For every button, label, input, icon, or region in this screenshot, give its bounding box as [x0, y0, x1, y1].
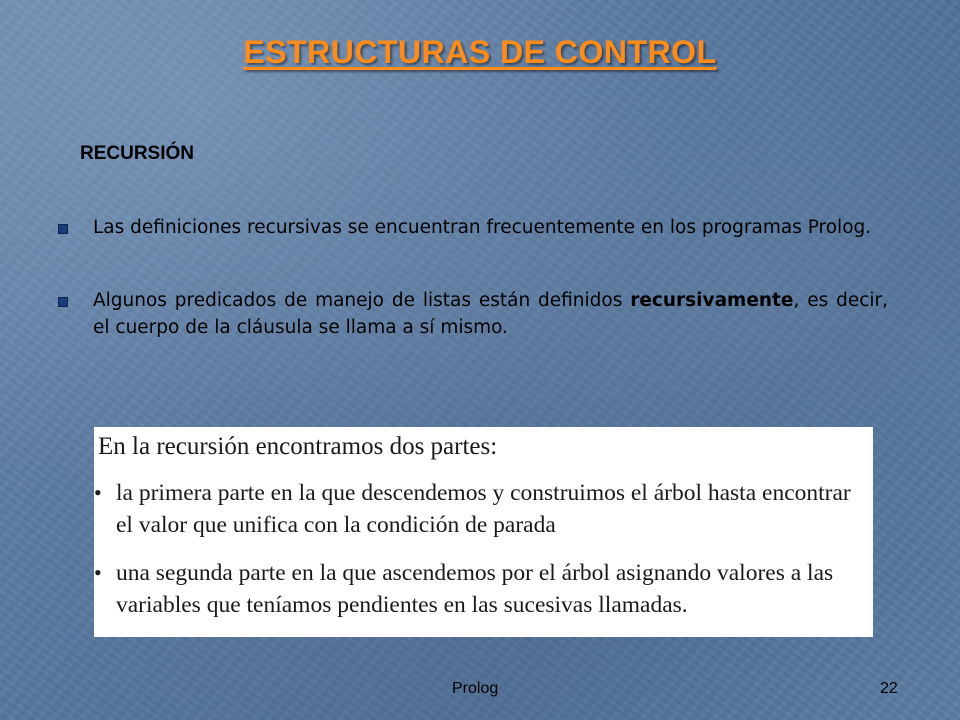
bullet-text-bold: recursivamente [630, 290, 794, 311]
section-heading: RECURSIÓN [80, 143, 195, 164]
recursion-parts-image [94, 427, 873, 637]
image-list-item-text: una segunda parte en la que ascendemos por el árbol asignando valores a las variables que teníamos pendientes en las sucesivas llamadas. [116, 560, 834, 618]
image-bullet-list [94, 477, 864, 637]
bullet-text-after: , es decir, el cuerpo de la cláusula se llama a sí mismo. [93, 290, 888, 338]
bullet-text: Las definiciones recursivas se encuentran frecuentemente en los programas Prolog. [93, 217, 872, 238]
bullet-item-definitions [58, 214, 888, 241]
page-number: 22 [880, 680, 898, 697]
bullet-text-before: Algunos predicados de manejo de listas están definidos [93, 290, 631, 311]
image-intro-text: En la recursión encontramos dos partes: [98, 433, 498, 460]
round-bullet-icon: • [94, 480, 102, 505]
round-bullet-icon: • [94, 560, 102, 585]
image-list-item [94, 557, 864, 621]
bullet-list [58, 214, 888, 387]
image-list-item [94, 477, 864, 541]
slide-title: ESTRUCTURAS DE CONTROL [243, 34, 717, 70]
bullet-item-list-predicates [58, 287, 888, 341]
footer-text: Prolog [452, 680, 499, 697]
square-bullet-icon [58, 224, 68, 234]
image-list-item-text: la primera parte en la que descendemos y construimos el árbol hasta encontrar el valor que unifica con la condición de parada [116, 480, 851, 538]
square-bullet-icon [58, 297, 68, 307]
